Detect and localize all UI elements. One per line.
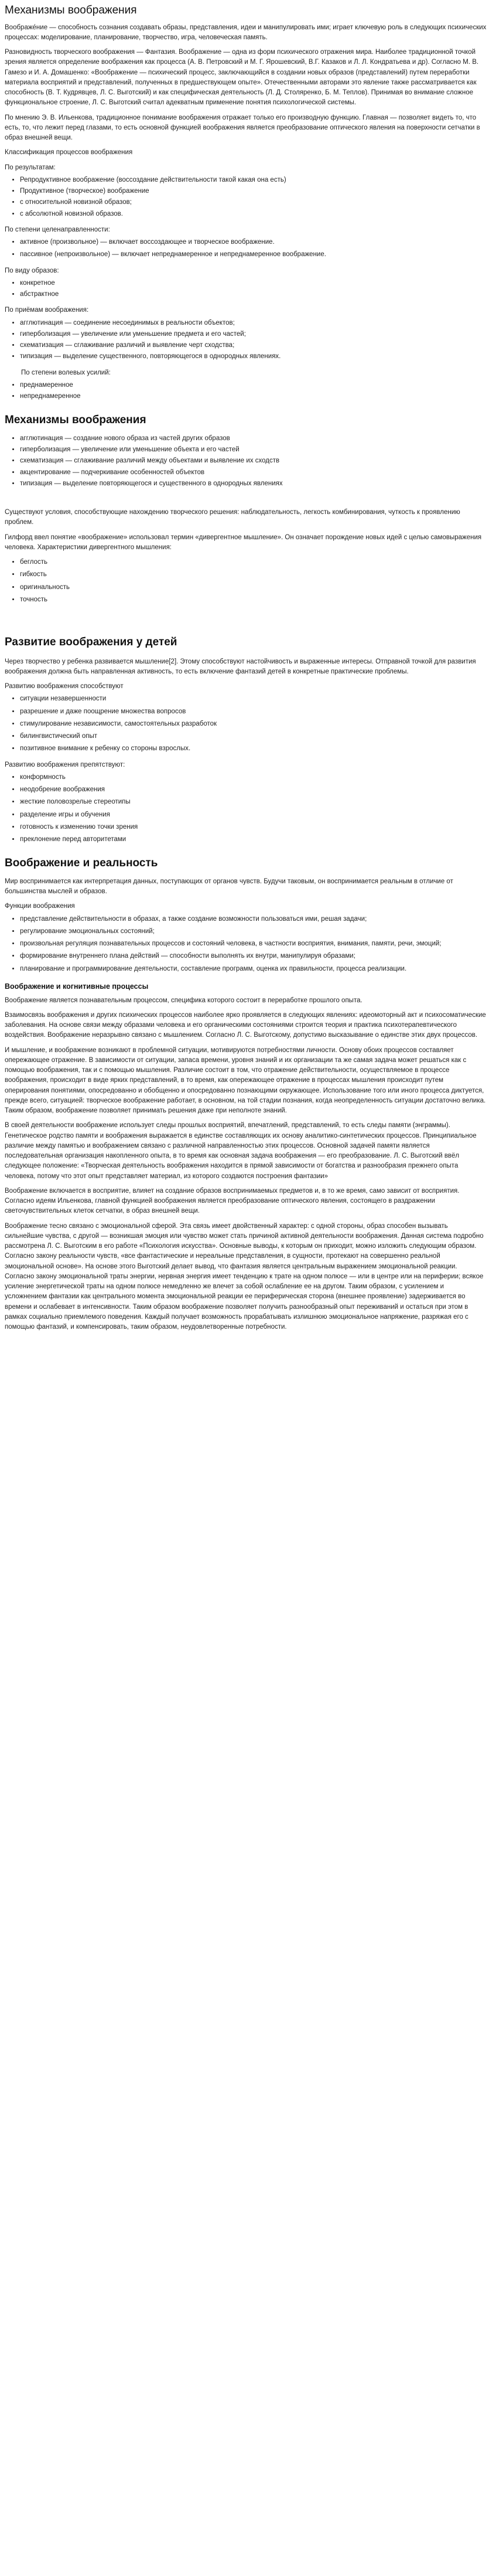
list-item: • конкретное: [20, 278, 488, 288]
intro-paragraph-1: Воображе́ние — способность сознания создавать образы, представления, идеи и манипулировать ими; играет ключевую роль в следующих психических процессах: моделирование, планирование, творчество, игра, человеческая память.: [5, 23, 487, 41]
functions-label: Функции воображения: [5, 903, 75, 910]
list-item: • активное (произвольное) — включает воссоздающее и творческое воображение.: [20, 237, 488, 247]
list-item: • позитивное внимание к ребенку со стороны взрослых.: [20, 744, 488, 754]
list-item: • гиперболизация — увеличение или уменьшение предмета и его частей;: [20, 329, 488, 339]
list-item: • преклонение перед авторитетами: [20, 835, 488, 845]
by-will-label: По степени волевых усилий:: [21, 369, 111, 376]
hinders-list: [5, 773, 488, 845]
cognitive-heading: Воображение и когнитивные процессы: [5, 982, 149, 991]
list-item: • произвольная регуляция познавательных процессов и состояний человека, в частности восприятия, внимания, памяти, речи, эмоций;: [20, 939, 488, 949]
helps-label: Развитию воображения способствуют: [5, 683, 124, 690]
reality-heading: Воображение и реальность: [5, 857, 158, 870]
mechanisms-list: [5, 434, 488, 489]
list-item: • разделение игры и обучения: [20, 810, 488, 820]
cognitive-intro: Воображение является познавательным процессом, специфика которого состоит в переработке прошлого опыта.: [5, 996, 362, 1004]
list-item: • гиперболизация — увеличение или уменьшение объекта и его частей: [20, 445, 488, 455]
by-results-label: По результатам:: [5, 164, 56, 171]
list-item: • пассивное (непроизвольное) — включает непреднамеренное и непреднамеренное воображение.: [20, 250, 488, 260]
list-item: • агглютинация — создание нового образа из частей других образов: [20, 434, 488, 444]
list-item: • стимулирование независимости, самостоятельных разработок: [20, 719, 488, 729]
list-item: • оригинальность: [20, 583, 488, 593]
page-title: Механизмы воображения: [5, 4, 137, 16]
list-item: • ситуации незавершенности: [20, 694, 488, 704]
list-item: • типизация — выделение существенного, повторяющегося в однородных явлениях.: [20, 352, 488, 362]
reality-paragraph-3: В своей деятельности воображение использует следы прошлых восприятий, впечатлений, представлений, то есть следы памяти (энграммы). Генетическое родство памяти и воображения выражается в единстве составляющих их основу аналитико-синтетических процессов. Принципиальное различие между памятью и воображением связано с различной направленностью этих процессов. Основной задачей памяти является последовательная организация накопленного опыта, в то время как основная задача воображения — его преобразование. Л. С. Выготский ввёл следующее положение: «Творческая деятельность воображения находится в прямой зависимости от богатства и разнообразия прежнего опыта человека, потому что этот опыт представляет материал, из которого создаются построения фантазии»: [5, 1122, 477, 1180]
by-methods-label: По приёмам воображения:: [5, 307, 89, 314]
by-methods-list: [5, 318, 488, 362]
list-item: • схематизация — сглаживание различий между объектами и выявление их сходств: [20, 456, 488, 466]
list-item: • неодобрение воображения: [20, 785, 488, 795]
children-heading: Развитие воображения у детей: [5, 636, 177, 648]
list-item: • билингвистический опыт: [20, 731, 488, 741]
by-purpose-list: [5, 237, 488, 260]
list-item: • преднамеренное: [20, 380, 488, 390]
by-purpose-label: По степени целенаправленности:: [5, 226, 110, 233]
by-image-type-label: По виду образов:: [5, 267, 59, 274]
list-item: • конформность: [20, 773, 488, 782]
list-item: • разрешение и даже поощрение множества вопросов: [20, 707, 488, 717]
list-item: • гибкость: [20, 570, 488, 580]
hinders-label: Развитию воображения препятствуют:: [5, 761, 125, 768]
conditions-paragraph: Существуют условия, способствующие нахождению творческого решения: наблюдательность, легкость комбинирования, чуткость к проявлению проблем.: [5, 509, 460, 526]
by-results-list: [5, 175, 488, 219]
list-item: • планирование и программирование деятельности, составление программ, оценка их правильности, процесса реализации.: [20, 964, 488, 974]
reality-intro: Мир воспринимается как интерпретация данных, поступающих от органов чувств. Будучи таковым, он воспринимается реальным в отличие от большинства мыслей и образов.: [5, 877, 453, 895]
intro-paragraph-2: Разновидность творческого воображения — Фантазия. Воображение — одна из форм психического отражения мира. Наиболее традиционной точкой зрения является определение воображения как процесса (А. В. Петровский и М. Г. Ярошевский, В.Г. Казаков и Л. Л. Кондратьева и др). Согласно М. В. Гамезо и И. А. Домашенко: «Воображение — психический процесс, заключающийся в создании новых образов (представлений) путем переработки материала восприятий и представлений, полученных в предшествующем опыте». Отечественными авторами это явление также рассматривается как способность (В. Т. Кудрявцев, Л. С. Выготский) и как специфическая деятельность (Л. Д. Столяренко, Б. М. Теплов). Принимая во внимание сложное функциональное строение, Л. С. Выготский считал адекватным применение понятия психологической системы.: [5, 49, 479, 107]
functions-list: [5, 914, 488, 974]
divergent-list: [5, 557, 488, 605]
list-item: • типизация — выделение повторяющегося и существенного в однородных явлениях: [20, 479, 488, 489]
list-item: • представление действительности в образах, а также создание возможности пользоваться ими, решая задачи;: [20, 914, 488, 924]
list-item: • Продуктивное (творческое) воображение: [20, 186, 488, 196]
list-item: • Репродуктивное воображение (воссоздание действительности такой какая она есть): [20, 175, 488, 185]
helps-list: [5, 694, 488, 754]
by-image-type-list: [5, 278, 488, 300]
list-item: • точность: [20, 595, 488, 605]
list-item: • жесткие половозрелые стереотипы: [20, 797, 488, 807]
list-item: • агглютинация — соединение несоединимых в реальности объектов;: [20, 318, 488, 328]
list-item: • акцентирование — подчеркивание особенностей объектов: [20, 468, 488, 478]
list-item: • с абсолютной новизной образов.: [20, 209, 488, 219]
list-item: • готовность к изменению точки зрения: [20, 822, 488, 832]
reality-paragraph-2: И мышление, и воображение возникают в проблемной ситуации, мотивируются потребностями личности. Основу обоих процессов составляет опережающее отражение. В зависимости от ситуации, запаса времени, уровня знаний и их организации та же самая задача может решаться как с помощью воображения, так и с помощью мышления. Различие состоит в том, что отражение действительности, осуществляемое в процессе воображения, происходит в виде ярких представлений, в то время, как опережающее отражение в процессах мышления происходит путем оперирования понятиями, опосредованно и обобщенно и опосредованно познающими окружающее. Использование того или иного процесса диктуется, прежде всего, ситуацией: творческое воображение работает, в основном, на той стадии познания, когда неопределенность ситуации достаточно велика. Таким образом, воображение позволяет принимать решения даже при неполноте знаний.: [5, 1046, 486, 1114]
list-item: • формирование внутреннего плана действий — способности выполнять их внутри, манипулируя образами;: [20, 951, 488, 961]
list-item: • беглость: [20, 557, 488, 567]
mechanisms-heading: Механизмы воображения: [5, 414, 146, 427]
list-item: • абстрактное: [20, 290, 488, 300]
reality-paragraph-5: Воображение тесно связано с эмоциональной сферой. Эта связь имеет двойственный характер: с одной стороны, образ способен вызывать сильнейшие чувства, с другой — возникшая эмоция или чувство может стать причиной активной деятельности воображения. Данная система подробно рассмотрена Л. С. Выготским в его работе «Психология искусства». Основные выводы, к которым он приходит, можно изложить следующим образом. Согласно закону реальности чувств, «все фантастические и нереальные представления, в сущности, протекают на совершенно реальной эмоциональной основе». На основе этого Выготский делает вывод, что фантазия является центральным выражением эмоциональной реакции. Согласно закону эмоциональной траты энергии, нервная энергия имеет тенденцию к трате на одном полюсе — или в центре или на периферии; всякое усиление энергетической траты на одном полюсе немедленно же влечет за собой ослабление ее на другом. Таким образом, с усилением и усложнением фантазии как центрального момента эмоциональной реакции ее периферическая сторона (внешнее проявление) задерживается во времени и ослабевает в интенсивности. Таким образом воображение позволяет получить разнообразный опыт переживаний и остаться при этом в рамках социально приемлемого поведения. Каждый получает возможность прорабатывать излишнюю эмоциональное напряжение, разряжая его с помощью фантазий, и компенсировать, таким образом, неудовлетворенные потребности.: [5, 1222, 484, 1330]
list-item: • с относительной новизной образов;: [20, 198, 488, 207]
children-intro: Через творчество у ребенка развивается мышление[2]. Этому способствуют настойчивость и выраженные интересы. Отправной точкой для развития воображения должна быть направленная активность, то есть включение фантазий детей в конкретные практические проблемы.: [5, 658, 476, 675]
reality-paragraph-1: Взаимосвязь воображения и других психических процессов наиболее ярко проявляется в следующих явлениях: идеомоторный акт и психосоматические заболевания. На основе связи между образами человека и его органическими состояниями строится теория и практика психотерапевтического воздействия. Воображение неразрывно связано с мышлением. Согласно Л. С. Выготскому, допустимо высказывание о единстве этих двух процессов.: [5, 1011, 486, 1039]
guilford-paragraph: Гилфорд ввел понятие «воображение» использовал термин «дивергентное мышление». Он означает порождение новых идей с целью самовыражения человека. Характеристики дивергентного мышления:: [5, 533, 482, 551]
reality-paragraph-4: Воображение включается в восприятие, влияет на создание образов воспринимаемых предметов и, в то же время, само зависит от восприятия. Согласно идеям Ильенкова, главной функцией воображения является преобразование оптического явления, состоящего в раздражении светочувствительных клеток сетчатки, в образ внешней вещи.: [5, 1187, 460, 1215]
classification-heading: Классификация процессов воображения: [5, 149, 133, 156]
list-item: • непреднамеренное: [20, 392, 488, 401]
list-item: • регулирование эмоциональных состояний;: [20, 927, 488, 937]
list-item: • схематизация — сглаживание различий и выявление черт сходства;: [20, 341, 488, 351]
intro-paragraph-3: По мнению Э. В. Ильенкова, традиционное понимание воображения отражает только его производную функцию. Главная — позволяет видеть то, что есть, то, что лежит перед глазами, то есть основной функцией воображения является преобразование оптического явления на поверхности сетчатки в образ внешней вещи.: [5, 114, 480, 141]
by-will-list: [5, 380, 488, 402]
